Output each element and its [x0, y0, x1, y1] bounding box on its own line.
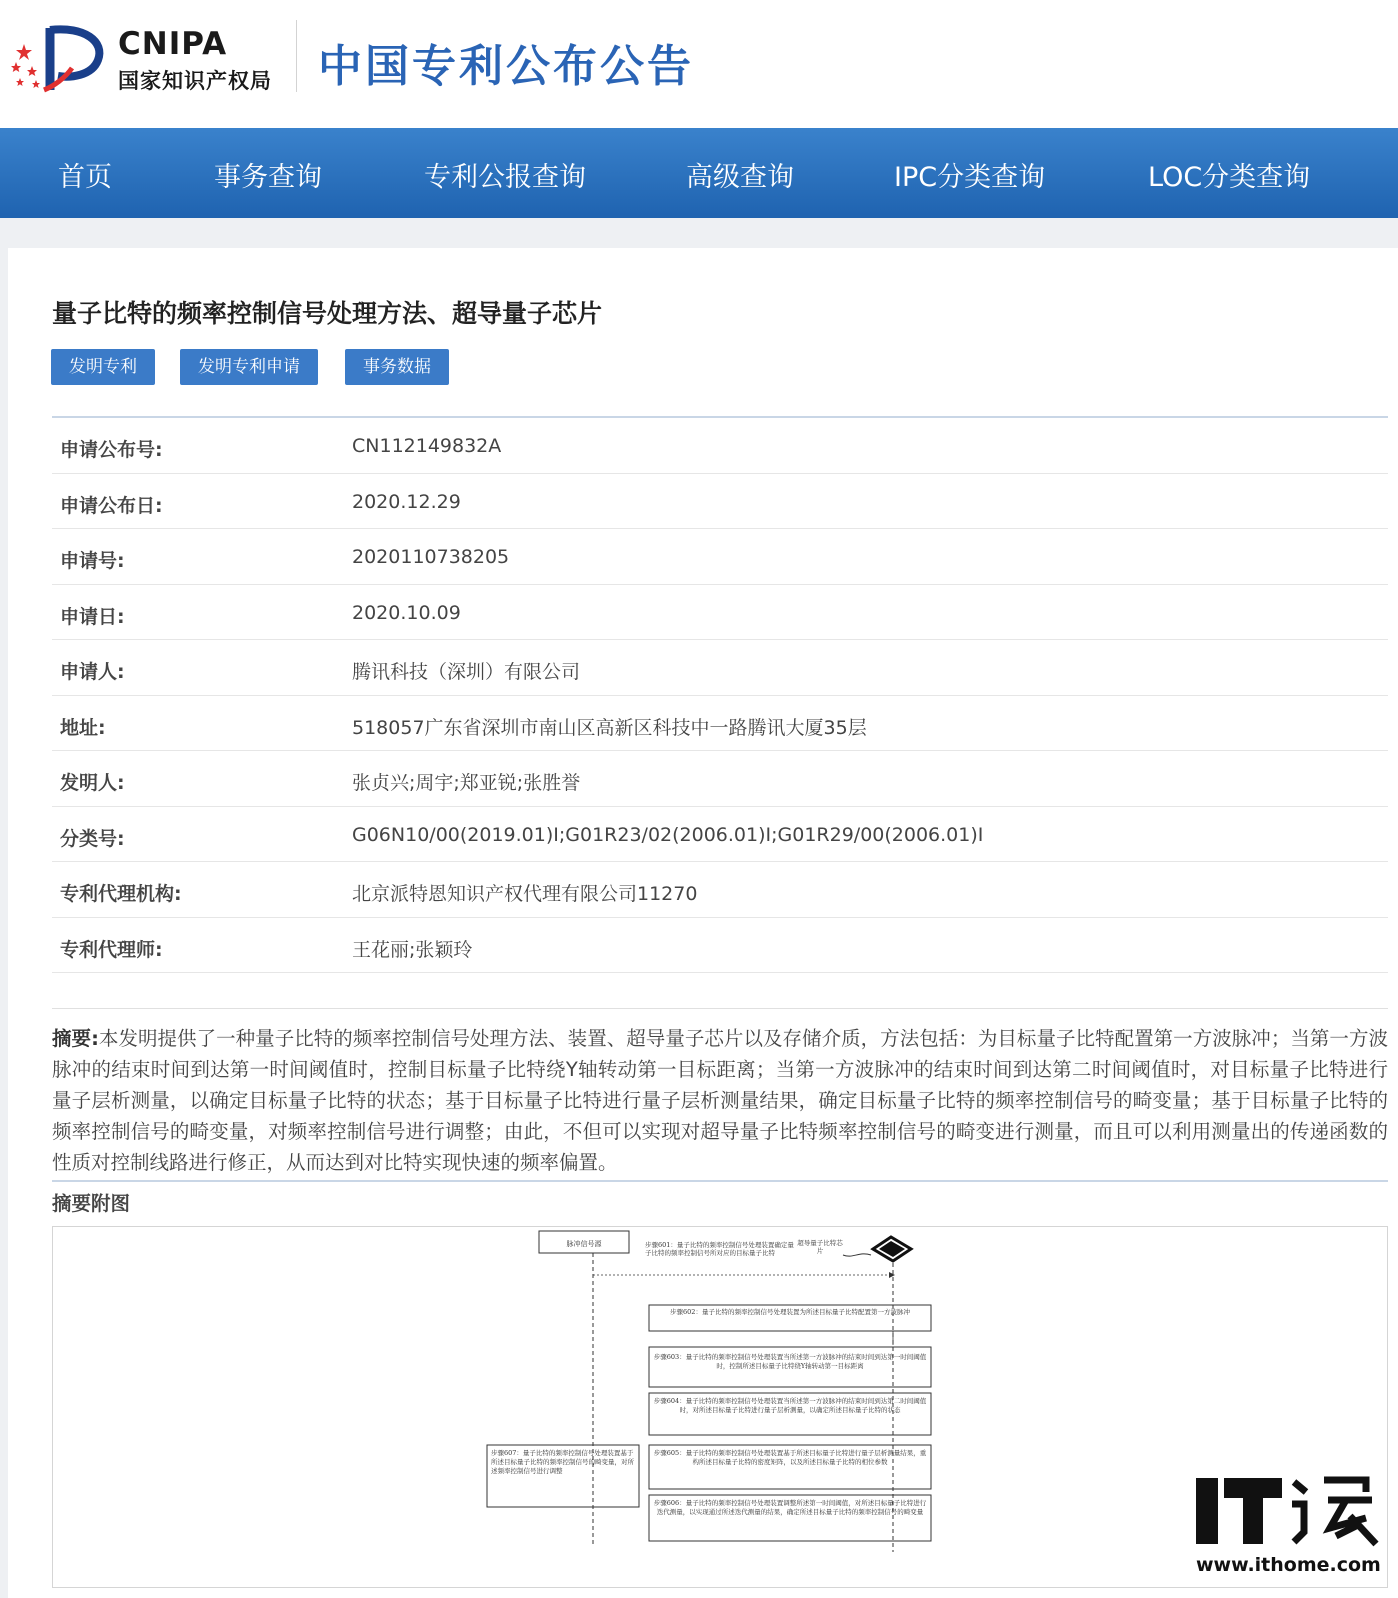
nav-item-gazette-query[interactable]: 专利公报查询 [424, 162, 586, 193]
table-row [52, 585, 1388, 641]
step-607-text: 步骤607：量子比特的频率控制信号处理装置基于所述目标量子比特的频率控制信号的畸变量，对所述频率控制信号进行调整 [491, 1449, 634, 1475]
table-row [52, 474, 1388, 530]
step-601-text: 步骤601：量子比特的频率控制信号处理装置确定量子比特的频率控制信号所对应的目标量子比特 [645, 1241, 794, 1257]
chip-label: 超导量子比特芯片 [797, 1239, 843, 1255]
superconducting-chip-icon [873, 1237, 911, 1261]
nav-item-home[interactable]: 首页 [58, 162, 112, 193]
nav-item-transaction-query[interactable]: 事务查询 [214, 162, 322, 193]
flow-diagram [53, 1227, 1388, 1588]
nav-item-ipc-query[interactable]: IPC分类查询 [894, 162, 1046, 193]
abstract-figure[interactable] [52, 1226, 1388, 1588]
cnipa-emblem-icon [10, 20, 110, 96]
field-label: 申请人: [60, 661, 125, 683]
table-row [52, 696, 1388, 752]
table-row [52, 807, 1388, 863]
cnipa-logo[interactable] [10, 18, 290, 98]
step-606-text: 步骤606：量子比特的频率控制信号处理装置调整所述第一时间阈值，对所述目标量子比特进行迭代测量，以实现通过所述迭代测量的结果，确定所述目标量子比特的频率控制信号的畸变量 [653, 1499, 927, 1516]
logo-chinese-text: 国家知识产权局 [118, 68, 272, 93]
patent-title: 量子比特的频率控制信号处理方法、超导量子芯片 [52, 299, 603, 328]
nav-item-advanced-query[interactable]: 高级查询 [686, 162, 794, 193]
abstract-text: 本发明提供了一种量子比特的频率控制信号处理方法、装置、超导量子芯片以及存储介质，方法包括：为目标量子比特配置第一方波脉冲；当第一方波脉冲的结束时间到达第一时间阈值时，控制目标量子比特绕Y轴转动第一目标距离；当第一方波脉冲的结束时间到达第二时间阈值时，对目标量子比特进行量子层析测量，以确定目标量子比特的状态；基于目标量子比特进行量子层析测量结果，确定目标量子比特的频率控制信号的畸变量；基于目标量子比特的频率控制信号的畸变量，对频率控制信号进行调整；由此，不但可以实现对超导量子比特频率控制信号的畸变进行测量，而且可以利用测量出的传递函数的性质对控制线路进行修正，从而达到对比特实现快速的频率偏置。 [52, 1027, 1388, 1174]
patent-agency: 北京派特恩知识产权代理有限公司11270 [352, 883, 698, 905]
step-604-text: 步骤604：量子比特的频率控制信号处理装置当所述第一方波脉冲的结束时间到达第二时间阈值时，对所述目标量子比特进行量子层析测量，以确定所述目标量子比特的状态 [653, 1397, 927, 1414]
main-nav [0, 128, 1398, 218]
field-label: 申请号: [60, 550, 125, 572]
patent-info-table [52, 416, 1388, 973]
step-603-text: 步骤603：量子比特的频率控制信号处理装置当所述第一方波脉冲的结束时间到达第一时间阈值时，控制所述目标量子比特绕Y轴转动第一目标距离 [653, 1353, 927, 1370]
field-label: 地址: [60, 716, 106, 739]
pulse-source-label: 脉冲信号源 [566, 1240, 602, 1248]
table-row [52, 862, 1388, 918]
figure-divider [52, 1180, 1388, 1182]
application-date: 2020.10.09 [352, 601, 461, 624]
field-label: 专利代理机构: [60, 883, 182, 905]
field-label: 申请公布日: [60, 494, 163, 517]
patent-agent: 王花丽;张颖玲 [352, 938, 473, 961]
step-602-text: 步骤602：量子比特的频率控制信号处理装置为所述目标量子比特配置第一方波脉冲 [670, 1308, 910, 1316]
field-label: 申请公布号: [60, 439, 163, 461]
address: 518057广东省深圳市南山区高新区科技中一路腾讯大厦35层 [352, 716, 867, 739]
ithome-url: www.ithome.com [1196, 1554, 1381, 1576]
field-label: 申请日: [60, 605, 125, 628]
table-row [52, 418, 1388, 474]
application-number: 2020110738205 [352, 546, 510, 568]
table-row [52, 529, 1388, 585]
field-label: 分类号: [60, 827, 125, 850]
classification-number: G06N10/00(2019.01)I;G01R23/02(2006.01)I;G01R29/00(2006.01)I [352, 823, 984, 846]
publication-number: CN112149832A [352, 435, 502, 457]
step-605-text: 步骤605：量子比特的频率控制信号处理装置基于所述目标量子比特进行量子层析测量结果，重构所述目标量子比特的密度矩阵，以及所述目标量子比特的相位参数 [653, 1449, 927, 1466]
logo-english-text: CNIPA [118, 26, 228, 62]
tag-transaction-data[interactable]: 事务数据 [345, 349, 449, 385]
abstract [52, 1008, 1388, 1178]
field-label: 专利代理师: [60, 938, 163, 961]
tag-invention-application[interactable]: 发明专利申请 [180, 349, 318, 385]
table-row [52, 640, 1388, 696]
header-divider [296, 20, 297, 92]
patent-detail-card [8, 248, 1398, 1598]
figure-heading: 摘要附图 [52, 1192, 131, 1215]
table-row [52, 918, 1388, 974]
site-title: 中国专利公布公告 [318, 41, 694, 92]
ithome-watermark [1196, 1470, 1386, 1590]
nav-item-loc-query[interactable]: LOC分类查询 [1148, 162, 1311, 193]
tag-invention-patent[interactable]: 发明专利 [51, 349, 155, 385]
table-row [52, 751, 1388, 807]
field-label: 发明人: [60, 772, 125, 794]
site-header [0, 0, 1398, 128]
ithome-logo-icon [1196, 1470, 1386, 1554]
abstract-label: 摘要: [52, 1027, 99, 1050]
publication-date: 2020.12.29 [352, 490, 461, 513]
inventors: 张贞兴;周宇;郑亚锐;张胜誉 [352, 772, 581, 794]
applicant: 腾讯科技（深圳）有限公司 [352, 661, 581, 683]
